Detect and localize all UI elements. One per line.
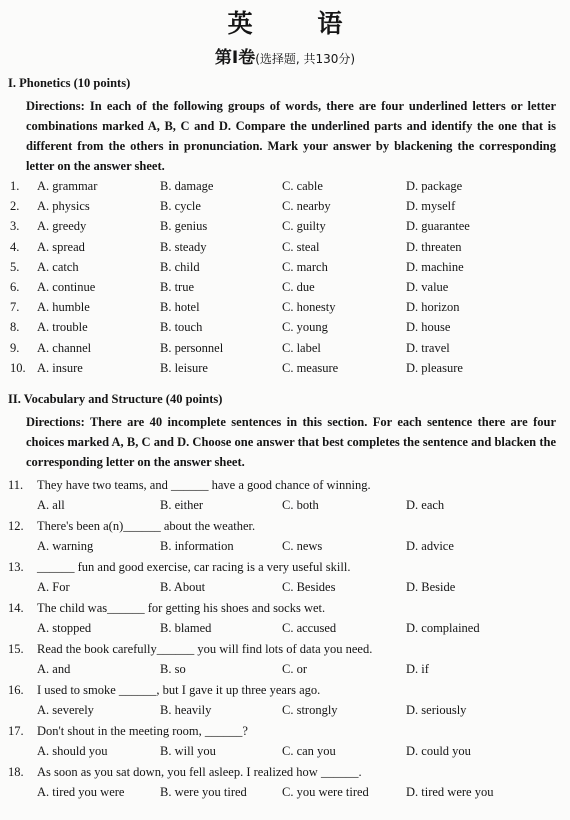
vocab-question-stem-row [0,762,570,782]
vocab-question-options-row [0,577,570,597]
option-a: A. For [37,580,70,594]
option-b: B. touch [160,320,203,335]
question-number: 1. [10,179,20,193]
vocab-question-stem-row [0,475,570,495]
option-b: B. hotel [160,300,200,315]
option-b: B. information [160,539,234,553]
option-c: C. march [282,259,328,274]
option-d: D. advice [406,539,454,553]
question-number: 10. [10,360,26,375]
question-number: 5. [10,259,20,274]
option-c: C. due [282,280,315,294]
option-c: C. nearby [282,199,331,214]
option-b: B. blamed [160,621,212,635]
option-c: C. honesty [282,300,336,315]
option-c: C. cable [282,179,323,193]
vocab-question-options-row [0,659,570,679]
question-number: 16. [8,683,24,697]
phonetics-question-row [0,176,570,196]
option-d: D. each [406,498,445,512]
option-b: B. were you tired [160,785,247,799]
paper-subtitle [0,43,570,68]
phonetics-question-row [0,358,570,378]
option-b: B. steady [160,239,207,254]
option-a: A. trouble [37,320,88,335]
phonetics-question-row [0,338,570,358]
page-title: 英 语 [227,9,371,38]
vocab-question-options-row [0,741,570,761]
option-b: B. About [160,580,206,594]
option-d: D. guarantee [406,219,470,234]
section1-heading: I. Phonetics (10 points) [8,76,131,90]
option-d: D. horizon [406,300,460,315]
option-c: C. both [282,498,319,512]
option-a: A. humble [37,300,90,315]
option-b: B. genius [160,219,208,234]
phonetics-question-row [0,317,570,337]
option-d: D. package [406,179,463,193]
option-a: A. severely [37,703,94,717]
vocab-question-stem-row [0,557,570,577]
option-a: A. spread [37,239,85,254]
phonetics-question-row [0,277,570,297]
option-a: A. catch [37,259,79,274]
option-a: A. and [37,662,71,676]
question-number: 7. [10,300,20,315]
question-number: 13. [8,560,24,574]
option-d: D. could you [406,744,471,758]
vocab-question-stem-row [0,639,570,659]
option-c: C. accused [282,621,337,635]
option-d: D. if [406,662,429,676]
option-d: D. travel [406,340,450,355]
option-c: C. you were tired [282,785,369,799]
option-c: C. can you [282,744,336,758]
question-stem: Read the book carefully______ you will find lots of data you need. [37,642,373,656]
option-d: D. pleasure [406,360,463,375]
question-number: 14. [8,601,24,615]
vocab-question-options-row [0,700,570,720]
option-d: D. threaten [406,239,462,254]
option-b: B. cycle [160,199,201,214]
question-number: 17. [8,724,24,738]
question-number: 9. [10,340,20,355]
vocab-question-options-row [0,495,570,515]
question-number: 8. [10,320,20,335]
question-number: 12. [8,519,24,533]
option-c: C. or [282,662,307,676]
option-b: B. child [160,259,200,274]
vocab-question-options-row [0,782,570,802]
question-stem: The child was______ for getting his shoes and socks wet. [37,601,326,615]
vocab-question-stem-row [0,721,570,741]
option-d: D. Beside [406,580,456,594]
paper-part-note: (选择题, 共130分) [255,52,356,66]
vocab-question-stem-row [0,680,570,700]
question-number: 2. [10,199,20,214]
option-b: B. true [160,280,195,294]
option-b: B. either [160,498,204,512]
option-a: A. grammar [37,179,98,193]
section2-directions: Directions: There are 40 incomplete sentences in this section. For each sentence there are four choices marked A, B, C and D. Choose one answer that best completes the sentence and blacken the corresponding letter on the answer sheet. [26,415,556,469]
vocab-question-options-row [0,618,570,638]
option-d: D. seriously [406,703,467,717]
option-a: A. greedy [37,219,87,234]
option-c: C. measure [282,360,339,375]
question-stem: There's been a(n)______ about the weather. [37,519,256,533]
phonetics-question-row [0,257,570,277]
option-c: C. news [282,539,323,553]
option-c: C. steal [282,239,320,254]
option-b: B. so [160,662,186,676]
question-stem: As soon as you sat down, you fell asleep. I realized how ______. [37,765,362,779]
option-d: D. value [406,280,449,294]
phonetics-question-row [0,237,570,257]
option-b: B. will you [160,744,216,758]
question-number: 18. [8,765,24,779]
vocab-question-stem-row [0,516,570,536]
option-d: D. house [406,320,451,335]
option-a: A. continue [37,280,96,294]
question-number: 6. [10,280,20,294]
option-c: C. young [282,320,328,335]
section2-heading: II. Vocabulary and Structure (40 points) [8,392,223,406]
option-d: D. machine [406,259,464,274]
option-a: A. stopped [37,621,92,635]
section1-directions: Directions: In each of the following groups of words, there are four underlined letters or letter combinations marked A, B, C and D. Compare the underlined parts and identify the one that is different from the others in pronunciation. Mark your answer by blackening the corresponding letter on the answer sheet. [26,99,556,173]
option-b: B. damage [160,179,214,193]
option-c: C. guilty [282,219,326,234]
option-a: A. physics [37,199,90,214]
option-a: A. all [37,498,65,512]
option-b: B. personnel [160,340,224,355]
option-c: C. Besides [282,580,336,594]
question-number: 3. [10,219,20,234]
phonetics-question-row [0,216,570,236]
option-a: A. should you [37,744,108,758]
option-c: C. label [282,340,321,355]
option-b: B. heavily [160,703,212,717]
phonetics-question-row [0,297,570,317]
option-d: D. tired were you [406,785,494,799]
vocab-question-options-row [0,536,570,556]
paper-part-label: 第Ⅰ卷 [214,48,256,68]
phonetics-question-row [0,196,570,216]
question-stem: ______ fun and good exercise, car racing is a very useful skill. [37,560,351,574]
question-stem: Don't shout in the meeting room, ______? [37,724,248,738]
option-a: A. tired you were [37,785,125,799]
option-a: A. warning [37,539,94,553]
option-c: C. strongly [282,703,338,717]
option-b: B. leisure [160,360,208,375]
question-number: 4. [10,239,20,254]
option-d: D. complained [406,621,480,635]
question-stem: I used to smoke ______, but I gave it up three years ago. [37,683,321,697]
option-a: A. channel [37,340,92,355]
question-number: 11. [8,478,24,492]
option-d: D. myself [406,199,456,214]
option-a: A. insure [37,360,83,375]
question-stem: They have two teams, and ______ have a good chance of winning. [37,478,371,492]
question-number: 15. [8,642,24,656]
vocab-question-stem-row [0,598,570,618]
